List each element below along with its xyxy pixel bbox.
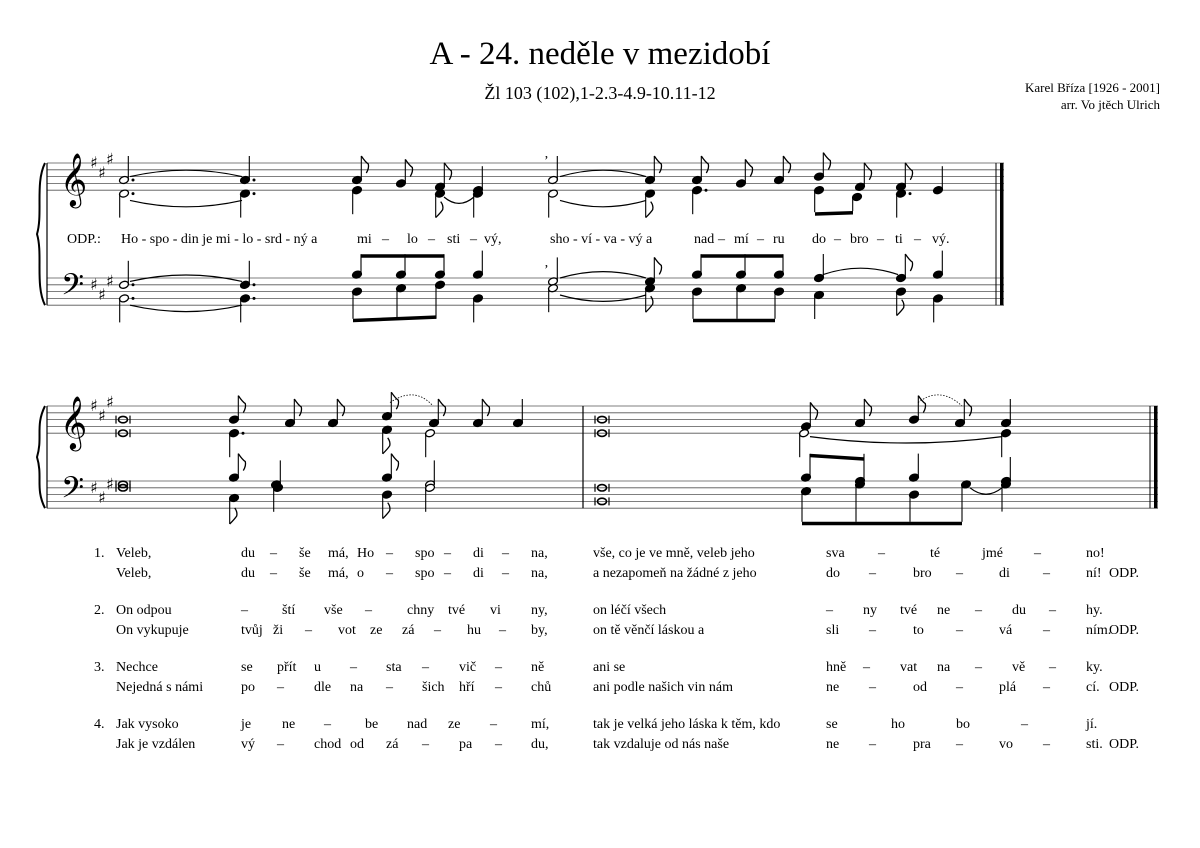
verse-recitation-start: Jak vysoko	[116, 717, 179, 732]
svg-text:♯: ♯	[98, 163, 106, 183]
verse-syllable: Ho	[357, 546, 375, 561]
verse-syllable: ze	[370, 623, 383, 638]
verse-syllable: ži	[273, 623, 284, 638]
verse-syllable: –	[863, 660, 870, 675]
verse-syllable: –	[305, 623, 312, 638]
verse-syllable: du	[241, 546, 255, 561]
verse-syllable: –	[386, 680, 393, 695]
verse-syllable: –	[270, 546, 277, 561]
refrain-cue: ODP.	[1109, 623, 1139, 638]
verse-syllable: do	[826, 566, 840, 581]
score-system-2	[37, 392, 1158, 525]
verse-recitation-start: On vykupuje	[116, 623, 189, 638]
verse-syllable: ny	[863, 603, 877, 618]
lyric-syllable: do	[812, 232, 826, 247]
verse-syllable: be	[365, 717, 379, 732]
verse-syllable: –	[386, 566, 393, 581]
verse-syllable: –	[270, 566, 277, 581]
svg-text:𝄞: 𝄞	[60, 152, 88, 207]
verse-syllable: –	[444, 566, 451, 581]
lyric-syllable: vý,	[484, 232, 502, 247]
lyric-syllable: ti	[895, 232, 903, 247]
verse-syllable: hu	[467, 623, 481, 638]
verse-syllable: –	[502, 566, 509, 581]
lyric-syllable: Ho - spo - din je mi - lo - srd - ný a	[121, 232, 318, 247]
verse-syllable: hně	[826, 660, 847, 675]
verse-syllable: má,	[328, 566, 349, 581]
verse-syllable: –	[1043, 737, 1050, 752]
verse-syllable: vat	[900, 660, 918, 675]
verse-syllable: přít	[277, 660, 297, 675]
verse-recitation-tone: tak je velká jeho láska k těm, kdo	[593, 717, 781, 732]
verse-syllable: du,	[531, 737, 549, 752]
verse-syllable: ne	[826, 737, 840, 752]
verse-syllable: nad	[407, 717, 428, 732]
verse-syllable: –	[422, 660, 429, 675]
lyric-syllable: vý.	[932, 232, 950, 247]
verse-syllable: še	[299, 546, 311, 561]
verse-syllable: tvé	[900, 603, 918, 618]
lyric-syllable: sti	[447, 232, 461, 247]
verse-recitation-start: Nejedná s námi	[116, 680, 204, 695]
verse-syllable: je	[241, 717, 252, 732]
verse-recitation-start: Nechce	[116, 660, 158, 675]
verse-syllable: spo	[415, 546, 435, 561]
verse-syllable: jí.	[1086, 717, 1098, 732]
verse-syllable: mí,	[531, 717, 550, 732]
lyric-syllable: ru	[773, 232, 785, 247]
verse-syllable: na	[937, 660, 951, 675]
verse-syllable: chů	[531, 680, 552, 695]
verse-syllable: od	[913, 680, 927, 695]
verse-syllable: di	[999, 566, 1010, 581]
verse-syllable: –	[878, 546, 885, 561]
verse-syllable: –	[499, 623, 506, 638]
verse-syllable: sva	[826, 546, 845, 561]
svg-text:𝄢: 𝄢	[61, 268, 85, 310]
verse-syllable: di	[473, 546, 484, 561]
verse-syllable: hří	[459, 680, 475, 695]
verse-syllable: –	[495, 660, 502, 675]
verse-syllable: od	[350, 737, 364, 752]
svg-text:♯: ♯	[98, 488, 106, 507]
svg-text:♯: ♯	[106, 474, 114, 494]
verse-syllable: –	[956, 737, 963, 752]
verse-number: 2.	[94, 603, 105, 618]
svg-text:♯: ♯	[98, 285, 106, 304]
verse-syllable: bro	[913, 566, 932, 581]
verse-syllable: vič	[459, 660, 477, 675]
verse-syllable: ně	[531, 660, 545, 675]
verse-recitation-tone: vše, co je ve mně, veleb jeho	[593, 546, 755, 561]
lyric-syllable: bro	[850, 232, 869, 247]
lyric-syllable: –	[914, 232, 921, 247]
lyric-syllable: –	[757, 232, 764, 247]
verse-syllable: vě	[1012, 660, 1026, 675]
verse-syllable: –	[869, 737, 876, 752]
verse-syllable: má,	[328, 546, 349, 561]
lyric-syllable: –	[834, 232, 841, 247]
verse-syllable: du	[1012, 603, 1026, 618]
svg-text:’: ’	[544, 154, 549, 169]
lyric-syllable: –	[718, 232, 725, 247]
verse-number: 3.	[94, 660, 105, 675]
verse-syllable: u	[314, 660, 321, 675]
verse-recitation-start: Jak je vzdálen	[116, 737, 196, 752]
arranger-credit: arr. Vo jtěch Ulrich	[1060, 97, 1160, 112]
verse-recitation-tone: tak vzdaluje od nás naše	[593, 737, 730, 752]
verse-syllable: ne	[282, 717, 296, 732]
verse-syllable: zá	[386, 737, 399, 752]
verse-syllable: cí.	[1086, 680, 1100, 695]
verse-syllable: –	[495, 680, 502, 695]
verse-syllable: spo	[415, 566, 435, 581]
verse-recitation-start: Veleb,	[116, 566, 152, 581]
verse-syllable: –	[365, 603, 372, 618]
verse-syllable: vý	[241, 737, 255, 752]
verse-syllable: –	[495, 737, 502, 752]
verse-syllable: –	[386, 546, 393, 561]
lyric-syllable: mí	[734, 232, 749, 247]
verse-syllable: vi	[490, 603, 501, 618]
verse-recitation-tone: ani se	[593, 660, 626, 675]
verse-syllable: ze	[448, 717, 461, 732]
verse-syllable: vše	[324, 603, 343, 618]
verse-recitation-tone: ani podle našich vin nám	[593, 680, 733, 695]
verse-syllable: na,	[531, 566, 548, 581]
refrain-cue: ODP.	[1109, 737, 1139, 752]
verse-syllable: ne	[826, 680, 840, 695]
verse-syllable: –	[241, 603, 248, 618]
verse-syllable: vo	[999, 737, 1013, 752]
verse-syllable: dle	[314, 680, 332, 695]
verse-syllable: pa	[459, 737, 473, 752]
lyric-syllable: –	[877, 232, 884, 247]
verse-syllable: –	[956, 566, 963, 581]
verse-syllable: chod	[314, 737, 342, 752]
verse-syllable: ne	[937, 603, 951, 618]
verse-syllable: o	[357, 566, 364, 581]
refrain-label: ODP.:	[67, 232, 101, 247]
svg-text:♯: ♯	[90, 274, 98, 294]
verse-syllable: no!	[1086, 546, 1105, 561]
verse-syllable: –	[975, 660, 982, 675]
verse-syllable: –	[350, 660, 357, 675]
verse-syllable: chny	[407, 603, 435, 618]
verse-syllable: ky.	[1086, 660, 1103, 675]
lyric-syllable: –	[428, 232, 435, 247]
verse-syllable: plá	[999, 680, 1017, 695]
verse-syllable: –	[956, 623, 963, 638]
verse-syllable: –	[956, 680, 963, 695]
verse-recitation-tone: a nezapomeň na žádné z jeho	[593, 566, 757, 581]
verse-syllable: –	[975, 603, 982, 618]
refrain-cue: ODP.	[1109, 680, 1139, 695]
svg-text:♯: ♯	[90, 477, 98, 497]
svg-text:♯: ♯	[106, 392, 114, 412]
verse-number: 1.	[94, 546, 105, 561]
verse-syllable: –	[1043, 680, 1050, 695]
verse-syllable: –	[434, 623, 441, 638]
lyric-syllable: sho - ví - va - vý a	[550, 232, 653, 247]
psalm-reference: Žl 103 (102),1-2.3-4.9-10.11-12	[484, 83, 716, 103]
verse-syllable: jmé	[982, 546, 1003, 561]
verse-syllable: –	[826, 603, 833, 618]
verse-syllable: ním.	[1086, 623, 1112, 638]
svg-text:’: ’	[544, 263, 549, 278]
verse-syllable: tvůj	[241, 623, 263, 638]
verse-syllable: –	[502, 546, 509, 561]
verse-syllable: –	[1043, 623, 1050, 638]
verse-syllable: by,	[531, 623, 548, 638]
verse-syllable: –	[1021, 717, 1028, 732]
verse-number: 4.	[94, 717, 105, 732]
svg-text:♯: ♯	[90, 396, 98, 415]
verse-syllable: –	[869, 566, 876, 581]
verse-syllable: ny,	[531, 603, 548, 618]
verse-recitation-tone: on tě věnčí láskou a	[593, 623, 705, 638]
verse-syllable: zá	[402, 623, 415, 638]
svg-text:♯: ♯	[98, 406, 106, 426]
verse-syllable: hy.	[1086, 603, 1103, 618]
verse-syllable: –	[1049, 603, 1056, 618]
verse-syllable: di	[473, 566, 484, 581]
svg-text:𝄢: 𝄢	[61, 471, 85, 513]
verse-recitation-tone: on léčí všech	[593, 603, 667, 618]
verse-syllable: –	[277, 680, 284, 695]
verse-syllable: du	[241, 566, 255, 581]
verse-syllable: se	[826, 717, 838, 732]
verse-syllable: –	[869, 680, 876, 695]
verse-syllable: –	[324, 717, 331, 732]
verse-recitation-start: Veleb,	[116, 546, 152, 561]
verse-syllable: bo	[956, 717, 970, 732]
composer-credit: Karel Bříza [1926 - 2001]	[1024, 80, 1160, 95]
verse-syllable: –	[444, 546, 451, 561]
verse-syllable: vot	[338, 623, 356, 638]
verse-syllable: vá	[999, 623, 1013, 638]
svg-text:♯: ♯	[106, 149, 114, 169]
verse-syllable: –	[1043, 566, 1050, 581]
verse-syllable: na,	[531, 546, 548, 561]
verse-syllable: ní!	[1086, 566, 1102, 581]
verse-syllable: ho	[891, 717, 905, 732]
verse-syllable: –	[277, 737, 284, 752]
verse-syllable: –	[1049, 660, 1056, 675]
lyric-syllable: nad	[694, 232, 715, 247]
verse-syllable: še	[299, 566, 311, 581]
verse-syllable: sli	[826, 623, 840, 638]
lyric-syllable: mi	[357, 232, 372, 247]
verse-syllable: pra	[913, 737, 931, 752]
svg-text:𝄞: 𝄞	[60, 395, 88, 450]
verse-syllable: –	[869, 623, 876, 638]
verse-syllable: ští	[282, 603, 296, 618]
verse-syllable: té	[930, 546, 941, 561]
svg-text:♯: ♯	[106, 271, 114, 291]
verse-syllable: to	[913, 623, 924, 638]
svg-text:♯: ♯	[90, 153, 98, 172]
verse-syllable: –	[1034, 546, 1041, 561]
verse-recitation-start: On odpou	[116, 603, 172, 618]
lyric-syllable: lo	[407, 232, 418, 247]
verse-syllable: šich	[422, 680, 445, 695]
verse-syllable: –	[490, 717, 497, 732]
verse-syllable: tvé	[448, 603, 466, 618]
page-title: A - 24. neděle v mezidobí	[429, 36, 771, 72]
verse-syllable: po	[241, 680, 255, 695]
verse-syllable: sti.	[1086, 737, 1103, 752]
verse-syllable: na	[350, 680, 364, 695]
verse-syllable: –	[422, 737, 429, 752]
lyric-syllable: –	[470, 232, 477, 247]
verse-syllable: se	[241, 660, 253, 675]
refrain-cue: ODP.	[1109, 566, 1139, 581]
verse-syllable: sta	[386, 660, 402, 675]
lyric-syllable: –	[382, 232, 389, 247]
